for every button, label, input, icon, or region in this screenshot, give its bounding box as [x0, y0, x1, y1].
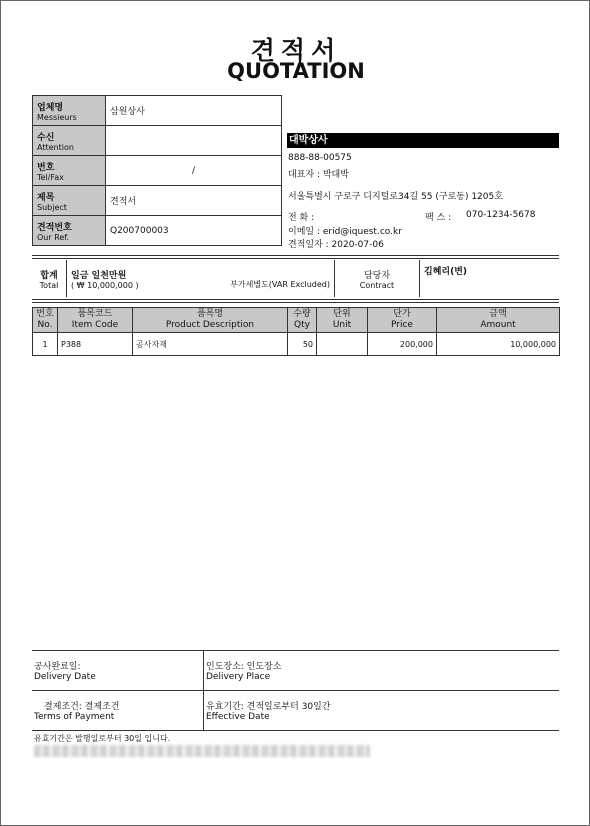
contact-name: 김혜리(변)	[420, 260, 560, 297]
header-unit	[317, 308, 368, 333]
terms-section	[32, 650, 559, 731]
header-ko: 품목명	[196, 309, 224, 319]
label-en: Attention	[37, 142, 74, 152]
company-fax-label: 팩 스 :	[425, 213, 452, 223]
contact-label-ko: 담당자	[363, 270, 391, 281]
header-ko: 단위	[333, 309, 351, 319]
company-address: 서울특별시 구로구 디지털로34길 55 (구로동) 1205호	[288, 192, 503, 202]
header-ko: 품목코드	[77, 309, 113, 319]
label-en: Tel/Fax	[37, 172, 64, 182]
customer-table	[32, 95, 282, 246]
customer-value: /	[106, 156, 282, 186]
cell-amount: 10,000,000	[437, 333, 560, 356]
header-en: Amount	[480, 320, 516, 330]
title-english: QUOTATION	[227, 59, 365, 83]
company-tel-label: 전 화 :	[288, 213, 315, 223]
cell-no: 1	[33, 333, 58, 356]
table-row	[33, 333, 560, 356]
company-fax: 070-1234-5678	[466, 210, 536, 220]
company-name: 대박상사	[287, 133, 559, 148]
label-ko: 제목	[37, 192, 55, 203]
customer-value: 견적서	[106, 186, 282, 216]
company-ceo: 대표자 : 박대박	[288, 170, 349, 180]
validity-note: 유효기간은 발행일로부터 30일 입니다.	[34, 734, 171, 743]
company-reg-no: 888-88-00575	[288, 153, 352, 163]
header-en: Product Description	[165, 320, 255, 330]
label-ko: 업체명	[37, 102, 64, 113]
label-en: Our Ref.	[37, 232, 70, 242]
header-price	[368, 308, 437, 333]
header-code	[58, 308, 133, 333]
label-ko: 번호	[37, 162, 55, 173]
header-desc	[133, 308, 288, 333]
total-amount-num: ( ₩ 10,000,000 )	[71, 280, 139, 290]
header-en: Item Code	[71, 320, 119, 330]
label-ko: 수신	[37, 132, 55, 143]
header-ko: 단가	[393, 309, 411, 319]
label-ko: 견적번호	[37, 222, 72, 233]
header-en: Unit	[332, 320, 352, 330]
contact-label-en: Contract	[359, 280, 395, 290]
header-amount	[437, 308, 560, 333]
header-ko: 수량	[293, 309, 311, 319]
cell-unit	[317, 333, 368, 356]
customer-value	[106, 126, 282, 156]
effective-en: Effective Date	[206, 712, 270, 722]
customer-row	[33, 96, 282, 126]
header-no	[33, 308, 58, 333]
company-date: 견적일자 : 2020-07-06	[288, 240, 384, 250]
items-header-row	[33, 308, 560, 333]
delivery-place-en: Delivery Place	[206, 672, 271, 682]
total-label-en: Total	[39, 280, 59, 290]
payment-en: Terms of Payment	[34, 712, 115, 722]
title-korean: 견적서	[250, 36, 342, 65]
payment-ko: 결제조건: 결제조건	[44, 702, 120, 712]
cell-code: P388	[58, 333, 133, 356]
redacted-text	[34, 745, 370, 757]
header-en: No.	[37, 320, 53, 330]
divider	[32, 299, 559, 300]
company-email: 이메일 : erid@iquest.co.kr	[288, 227, 402, 237]
header-ko: 금액	[489, 309, 507, 319]
cell-price: 200,000	[368, 333, 437, 356]
vat-note: 부가세별도(VAR Excluded)	[230, 280, 330, 289]
customer-row	[33, 126, 282, 156]
delivery-place-ko: 인도장소: 인도장소	[206, 662, 282, 672]
customer-row	[33, 156, 282, 186]
header-ko: 번호	[36, 309, 54, 319]
cell-qty: 50	[288, 333, 317, 356]
label-en: Messieurs	[37, 112, 77, 122]
total-label-ko: 합계	[40, 270, 58, 281]
effective-ko: 유효기간: 견적일로부터 30일간	[206, 702, 331, 712]
divider	[32, 258, 559, 259]
label-en: Subject	[37, 202, 67, 212]
total-amount-ko: 일금 일천만원	[71, 270, 127, 281]
customer-row	[33, 216, 282, 246]
header-en: Price	[391, 320, 413, 330]
customer-value: 삼원상사	[106, 96, 282, 126]
divider	[32, 255, 559, 256]
customer-row	[33, 186, 282, 216]
header-qty	[288, 308, 317, 333]
delivery-date-ko: 공사완료일:	[34, 662, 81, 672]
divider	[32, 302, 559, 303]
header-en: Qty	[294, 320, 310, 330]
delivery-date-en: Delivery Date	[34, 672, 96, 682]
items-table	[32, 307, 560, 356]
total-section	[32, 260, 559, 297]
customer-value: Q200700003	[106, 216, 282, 246]
cell-desc: 공사자재	[133, 333, 288, 356]
